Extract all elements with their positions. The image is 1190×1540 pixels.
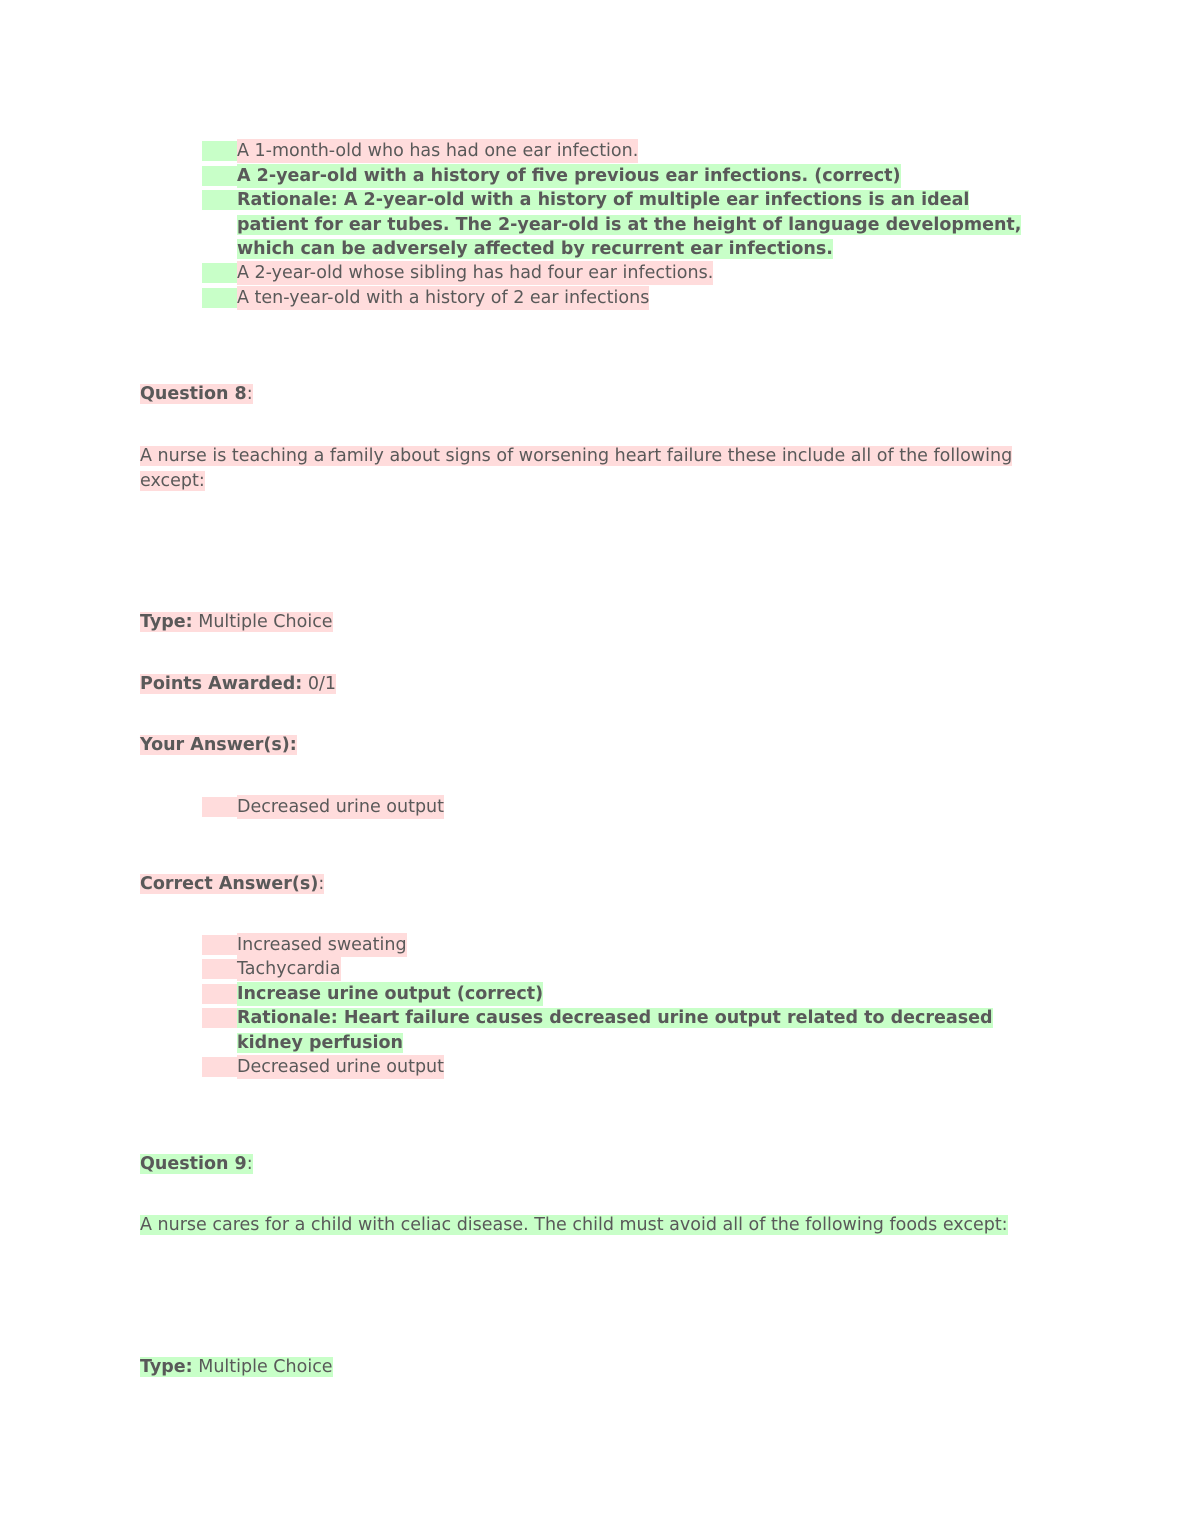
points-label: Points Awarded: — [140, 674, 303, 694]
question-text: A nurse cares for a child with celiac disease. The child must avoid all of the following foods except: — [140, 1215, 1008, 1235]
bullet-marker — [202, 984, 237, 1004]
q8-question-text — [140, 444, 1020, 493]
bullet-marker — [202, 288, 237, 308]
type-value: Multiple Choice — [192, 612, 333, 632]
rationale-text: Rationale: Heart failure causes decreased urine output related to decreased kidney perfusion — [237, 1008, 993, 1053]
bullet-marker — [202, 959, 237, 979]
option-text: Increased sweating — [237, 935, 407, 955]
q9-type — [140, 1355, 333, 1379]
option-text: Decreased urine output — [237, 1057, 445, 1077]
q9-heading — [140, 1152, 253, 1176]
type-value: Multiple Choice — [192, 1357, 333, 1377]
bullet-marker — [202, 797, 237, 817]
answer-text: Decreased urine output — [237, 797, 445, 817]
option-text: A ten-year-old with a history of 2 ear infections — [237, 288, 650, 308]
bullet-marker — [202, 166, 237, 186]
bullet-marker — [202, 263, 237, 283]
option-text: Increase urine output (correct) — [237, 984, 544, 1004]
type-label: Type: — [140, 612, 193, 632]
q9-question-text — [140, 1213, 1008, 1237]
q8-heading — [140, 382, 253, 406]
option-text: A 1-month-old who has had one ear infection. — [237, 141, 639, 161]
correct-answers-label: Correct Answer(s) — [140, 874, 319, 894]
option-text: Tachycardia — [237, 959, 341, 979]
question-colon: : — [246, 1154, 253, 1174]
points-value: 0/1 — [302, 674, 336, 694]
option-text: A 2-year-old with a history of five previous ear infections. (correct) — [237, 166, 901, 186]
option-text: A 2-year-old whose sibling has had four ear infections. — [237, 263, 714, 283]
your-answers-label: Your Answer(s): — [140, 735, 297, 755]
q8-correct-answers-heading — [140, 872, 324, 896]
question-colon: : — [246, 384, 253, 404]
q8-points — [140, 672, 336, 696]
question-label: Question 8 — [140, 384, 247, 404]
question-text: A nurse is teaching a family about signs of worsening heart failure these include all of the following except: — [140, 446, 1013, 491]
q8-rationale-text-block — [237, 1006, 997, 1055]
question-label: Question 9 — [140, 1154, 247, 1174]
bullet-marker — [202, 935, 237, 955]
bullet-marker — [202, 141, 237, 161]
bullet-marker — [202, 1008, 237, 1028]
q7-rationale-text-block — [237, 188, 1043, 262]
type-label: Type: — [140, 1357, 193, 1377]
rationale-text: Rationale: A 2-year-old with a history of multiple ear infections is an ideal patient for ear tubes. The 2-year-old is at the height of language development, which can be adversely affected by recurrent ear infections. — [237, 190, 1022, 259]
correct-answers-colon: : — [318, 874, 325, 894]
bullet-marker — [202, 190, 237, 210]
bullet-marker — [202, 1057, 237, 1077]
q8-type — [140, 610, 333, 634]
q8-your-answers-heading — [140, 733, 297, 757]
